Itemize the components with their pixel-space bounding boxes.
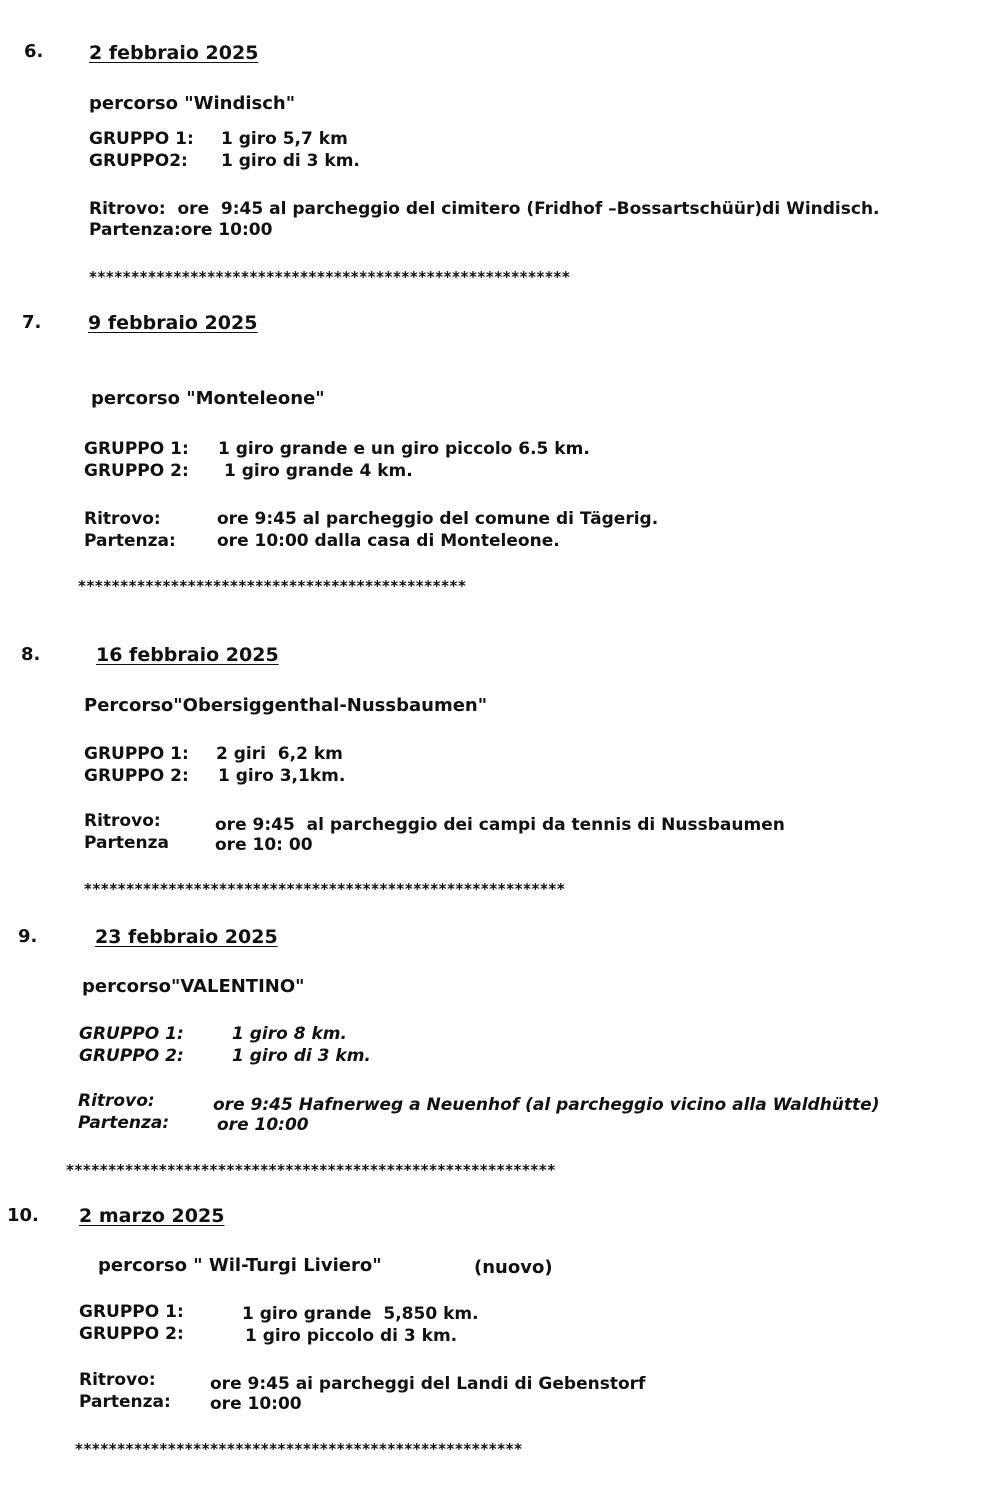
group-2-value: 1 giro 3,1km. bbox=[218, 766, 346, 786]
meeting-label: Ritrovo: bbox=[78, 1091, 155, 1111]
start-value: ore 10:00 bbox=[210, 1394, 302, 1414]
separator: ********************************************** bbox=[78, 577, 467, 595]
meeting-value: ore 9:45 al parcheggio dei campi da tennis di Nussbaumen bbox=[215, 815, 785, 835]
group-2-value: 1 giro grande 4 km. bbox=[224, 461, 413, 481]
group-1-value: 2 giri 6,2 km bbox=[216, 744, 343, 764]
section-number: 6. bbox=[24, 41, 44, 62]
section-date: 23 febbraio 2025 bbox=[95, 926, 278, 948]
meeting-value: ore 9:45 Hafnerweg a Neuenhof (al parcheggio vicino alla Waldhütte) bbox=[213, 1095, 880, 1115]
route-title: Percorso"Obersiggenthal-Nussbaumen" bbox=[84, 695, 488, 716]
group-2-label: GRUPPO 2: bbox=[79, 1324, 184, 1344]
section-number: 7. bbox=[22, 312, 42, 333]
meeting-label: Ritrovo: bbox=[84, 509, 161, 529]
section-date: 16 febbraio 2025 bbox=[96, 644, 279, 666]
route-title: percorso"VALENTINO" bbox=[82, 976, 305, 997]
separator: ********************************************************* bbox=[89, 268, 571, 286]
start-label: Partenza: bbox=[79, 1392, 171, 1412]
group-2-label: GRUPPO2: bbox=[89, 151, 188, 171]
section-date: 9 febbraio 2025 bbox=[88, 312, 258, 334]
route-title: percorso " Wil-Turgi Liviero" bbox=[98, 1255, 382, 1276]
group-1-value: 1 giro grande e un giro piccolo 6.5 km. bbox=[218, 439, 590, 459]
group-1-label: GRUPPO 1: bbox=[89, 129, 194, 149]
group-2-value: 1 giro di 3 km. bbox=[221, 151, 360, 171]
group-2-label: GRUPPO 2: bbox=[84, 461, 189, 481]
start-label: Partenza: bbox=[84, 531, 176, 551]
group-1-label: GRUPPO 1: bbox=[79, 1024, 184, 1044]
meeting-line: Ritrovo: ore 9:45 al parcheggio del cimitero (Fridhof –Bossartschüür)di Windisch. bbox=[89, 199, 880, 219]
group-2-value: 1 giro piccolo di 3 km. bbox=[245, 1326, 458, 1346]
start-value: ore 10:00 dalla casa di Monteleone. bbox=[217, 531, 560, 551]
group-1-value: 1 giro 5,7 km bbox=[221, 129, 348, 149]
section-number: 9. bbox=[18, 926, 38, 947]
start-line: Partenza:ore 10:00 bbox=[89, 220, 273, 240]
group-1-value: 1 giro grande 5,850 km. bbox=[242, 1304, 479, 1324]
start-label: Partenza bbox=[84, 833, 169, 853]
meeting-value: ore 9:45 al parcheggio del comune di Tägerig. bbox=[217, 509, 659, 529]
meeting-value: ore 9:45 ai parcheggi del Landi di Gebenstorf bbox=[210, 1374, 646, 1394]
separator: ********************************************************** bbox=[66, 1161, 556, 1179]
section-date: 2 febbraio 2025 bbox=[89, 42, 259, 64]
separator: ***************************************************** bbox=[75, 1440, 523, 1458]
separator: ********************************************************* bbox=[84, 880, 566, 898]
section-number: 10. bbox=[7, 1205, 39, 1226]
route-title: percorso "Windisch" bbox=[89, 93, 296, 114]
group-2-label: GRUPPO 2: bbox=[84, 766, 189, 786]
group-2-label: GRUPPO 2: bbox=[79, 1046, 184, 1066]
new-route-note: (nuovo) bbox=[474, 1257, 553, 1278]
meeting-label: Ritrovo: bbox=[79, 1370, 156, 1390]
start-label: Partenza: bbox=[78, 1113, 170, 1133]
meeting-label: Ritrovo: bbox=[84, 811, 161, 831]
start-value: ore 10:00 bbox=[217, 1115, 309, 1135]
group-2-value: 1 giro di 3 km. bbox=[232, 1046, 371, 1066]
group-1-label: GRUPPO 1: bbox=[84, 439, 189, 459]
route-title: percorso "Monteleone" bbox=[91, 388, 325, 409]
section-number: 8. bbox=[21, 644, 41, 665]
section-date: 2 marzo 2025 bbox=[79, 1205, 225, 1227]
group-1-label: GRUPPO 1: bbox=[79, 1302, 184, 1322]
start-value: ore 10: 00 bbox=[215, 835, 313, 855]
group-1-value: 1 giro 8 km. bbox=[232, 1024, 347, 1044]
group-1-label: GRUPPO 1: bbox=[84, 744, 189, 764]
